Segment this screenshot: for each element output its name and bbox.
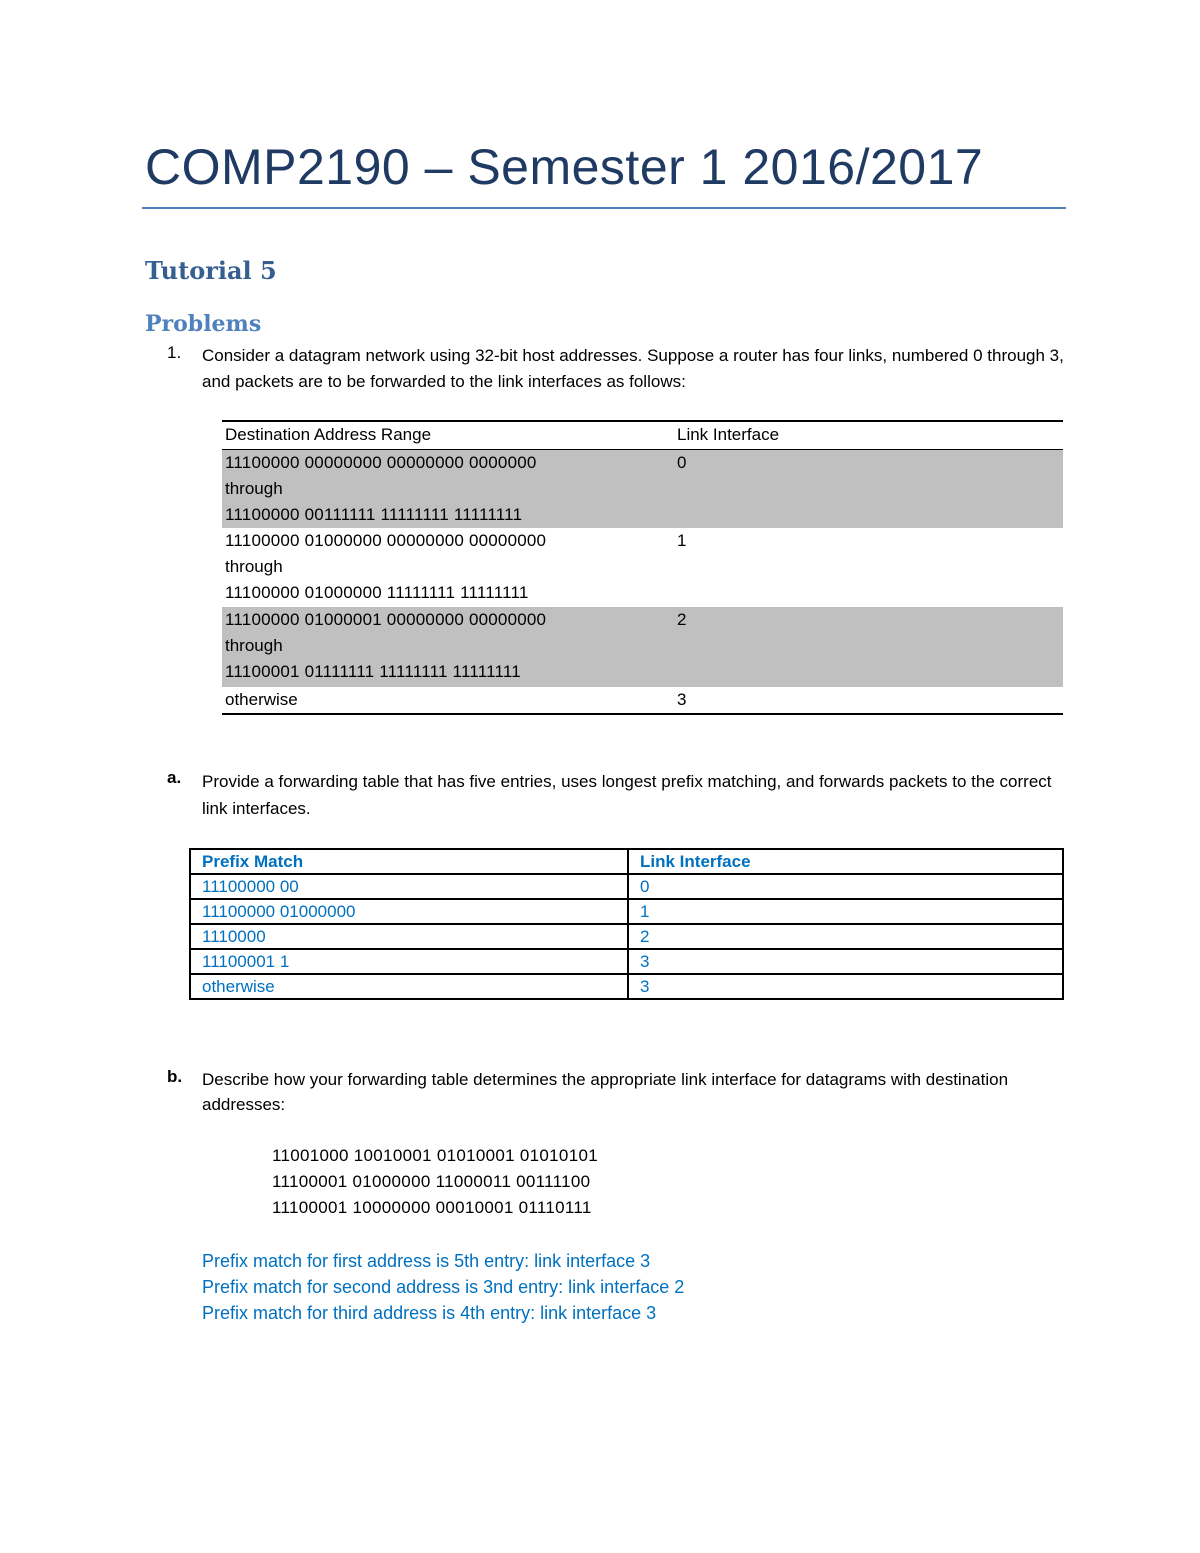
range-through: through <box>225 636 283 655</box>
table-row <box>222 528 1063 607</box>
answer-line: Prefix match for second address is 3nd entry: link interface 2 <box>202 1277 685 1297</box>
link-cell: 3 <box>628 974 1063 999</box>
range-through: through <box>225 557 283 576</box>
link-value: 1 <box>677 531 687 550</box>
part-b-letter: b. <box>167 1067 183 1086</box>
range-start: 11100000 01000001 00000000 00000000 <box>225 610 547 629</box>
table-row <box>190 974 1063 999</box>
prefix-cell: 1110000 <box>190 924 628 949</box>
document-title: COMP2190 – Semester 1 2016/2017 <box>145 139 984 195</box>
link-cell: 2 <box>628 924 1063 949</box>
part-a-letter: a. <box>167 768 182 787</box>
answer-line: Prefix match for first address is 5th entry: link interface 3 <box>202 1251 651 1271</box>
range-end: 11100001 01111111 11111111 11111111 <box>225 662 521 681</box>
prefix-cell: otherwise <box>190 974 628 999</box>
table-row <box>190 899 1063 924</box>
table-row <box>190 874 1063 899</box>
range-through: through <box>225 479 283 498</box>
question-number: 1. <box>167 343 182 362</box>
prefix-cell: 11100000 01000000 <box>190 899 628 924</box>
part-a-text: Provide a forwarding table that has five entries, uses longest prefix matching, and forwards packets to the correct link interfaces. <box>202 772 1052 818</box>
forwarding-table <box>189 848 1064 1000</box>
link-value: 0 <box>677 453 687 472</box>
forwarding-table-header <box>190 849 1063 874</box>
destination-address: 11100001 01000000 11000011 00111100 <box>272 1172 591 1191</box>
range-otherwise: otherwise <box>225 690 298 709</box>
address-range-table <box>222 420 1063 715</box>
title-underline <box>142 207 1066 209</box>
header-link-interface: Link Interface <box>628 849 1063 874</box>
range-start: 11100000 00000000 00000000 0000000 <box>225 453 537 472</box>
prefix-cell: 11100000 00 <box>190 874 628 899</box>
header-destination-range: Destination Address Range <box>225 425 432 444</box>
part-b-text: Describe how your forwarding table determines the appropriate link interface for datagrams with destination addresses: <box>202 1070 1009 1114</box>
prefix-cell: 11100001 1 <box>190 949 628 974</box>
table-bottom-rule <box>222 713 1063 715</box>
header-prefix-match: Prefix Match <box>190 849 628 874</box>
tutorial-heading: Tutorial 5 <box>145 256 277 285</box>
header-link-interface: Link Interface <box>677 425 780 444</box>
link-cell: 3 <box>628 949 1063 974</box>
range-start: 11100000 01000000 00000000 00000000 <box>225 531 547 550</box>
table-header-row <box>222 422 1063 450</box>
link-cell: 1 <box>628 899 1063 924</box>
answer-line: Prefix match for third address is 4th entry: link interface 3 <box>202 1303 657 1323</box>
range-end: 11100000 01000000 11111111 11111111 <box>225 583 529 602</box>
table-row <box>190 924 1063 949</box>
table-row <box>222 687 1063 713</box>
destination-address: 11001000 10010001 01010001 01010101 <box>272 1146 598 1165</box>
table-row <box>222 450 1063 528</box>
table-row <box>222 607 1063 687</box>
range-end: 11100000 00111111 11111111 11111111 <box>225 505 523 524</box>
destination-address: 11100001 10000000 00010001 01110111 <box>272 1198 592 1217</box>
table-row <box>190 949 1063 974</box>
link-value: 2 <box>677 610 687 629</box>
question-text: Consider a datagram network using 32-bit host addresses. Suppose a router has four links, numbered 0 through 3, and packets are to be forwarded to the link interfaces as follows: <box>202 346 1064 391</box>
link-cell: 0 <box>628 874 1063 899</box>
problems-heading: Problems <box>145 311 262 337</box>
link-value: 3 <box>677 690 687 709</box>
